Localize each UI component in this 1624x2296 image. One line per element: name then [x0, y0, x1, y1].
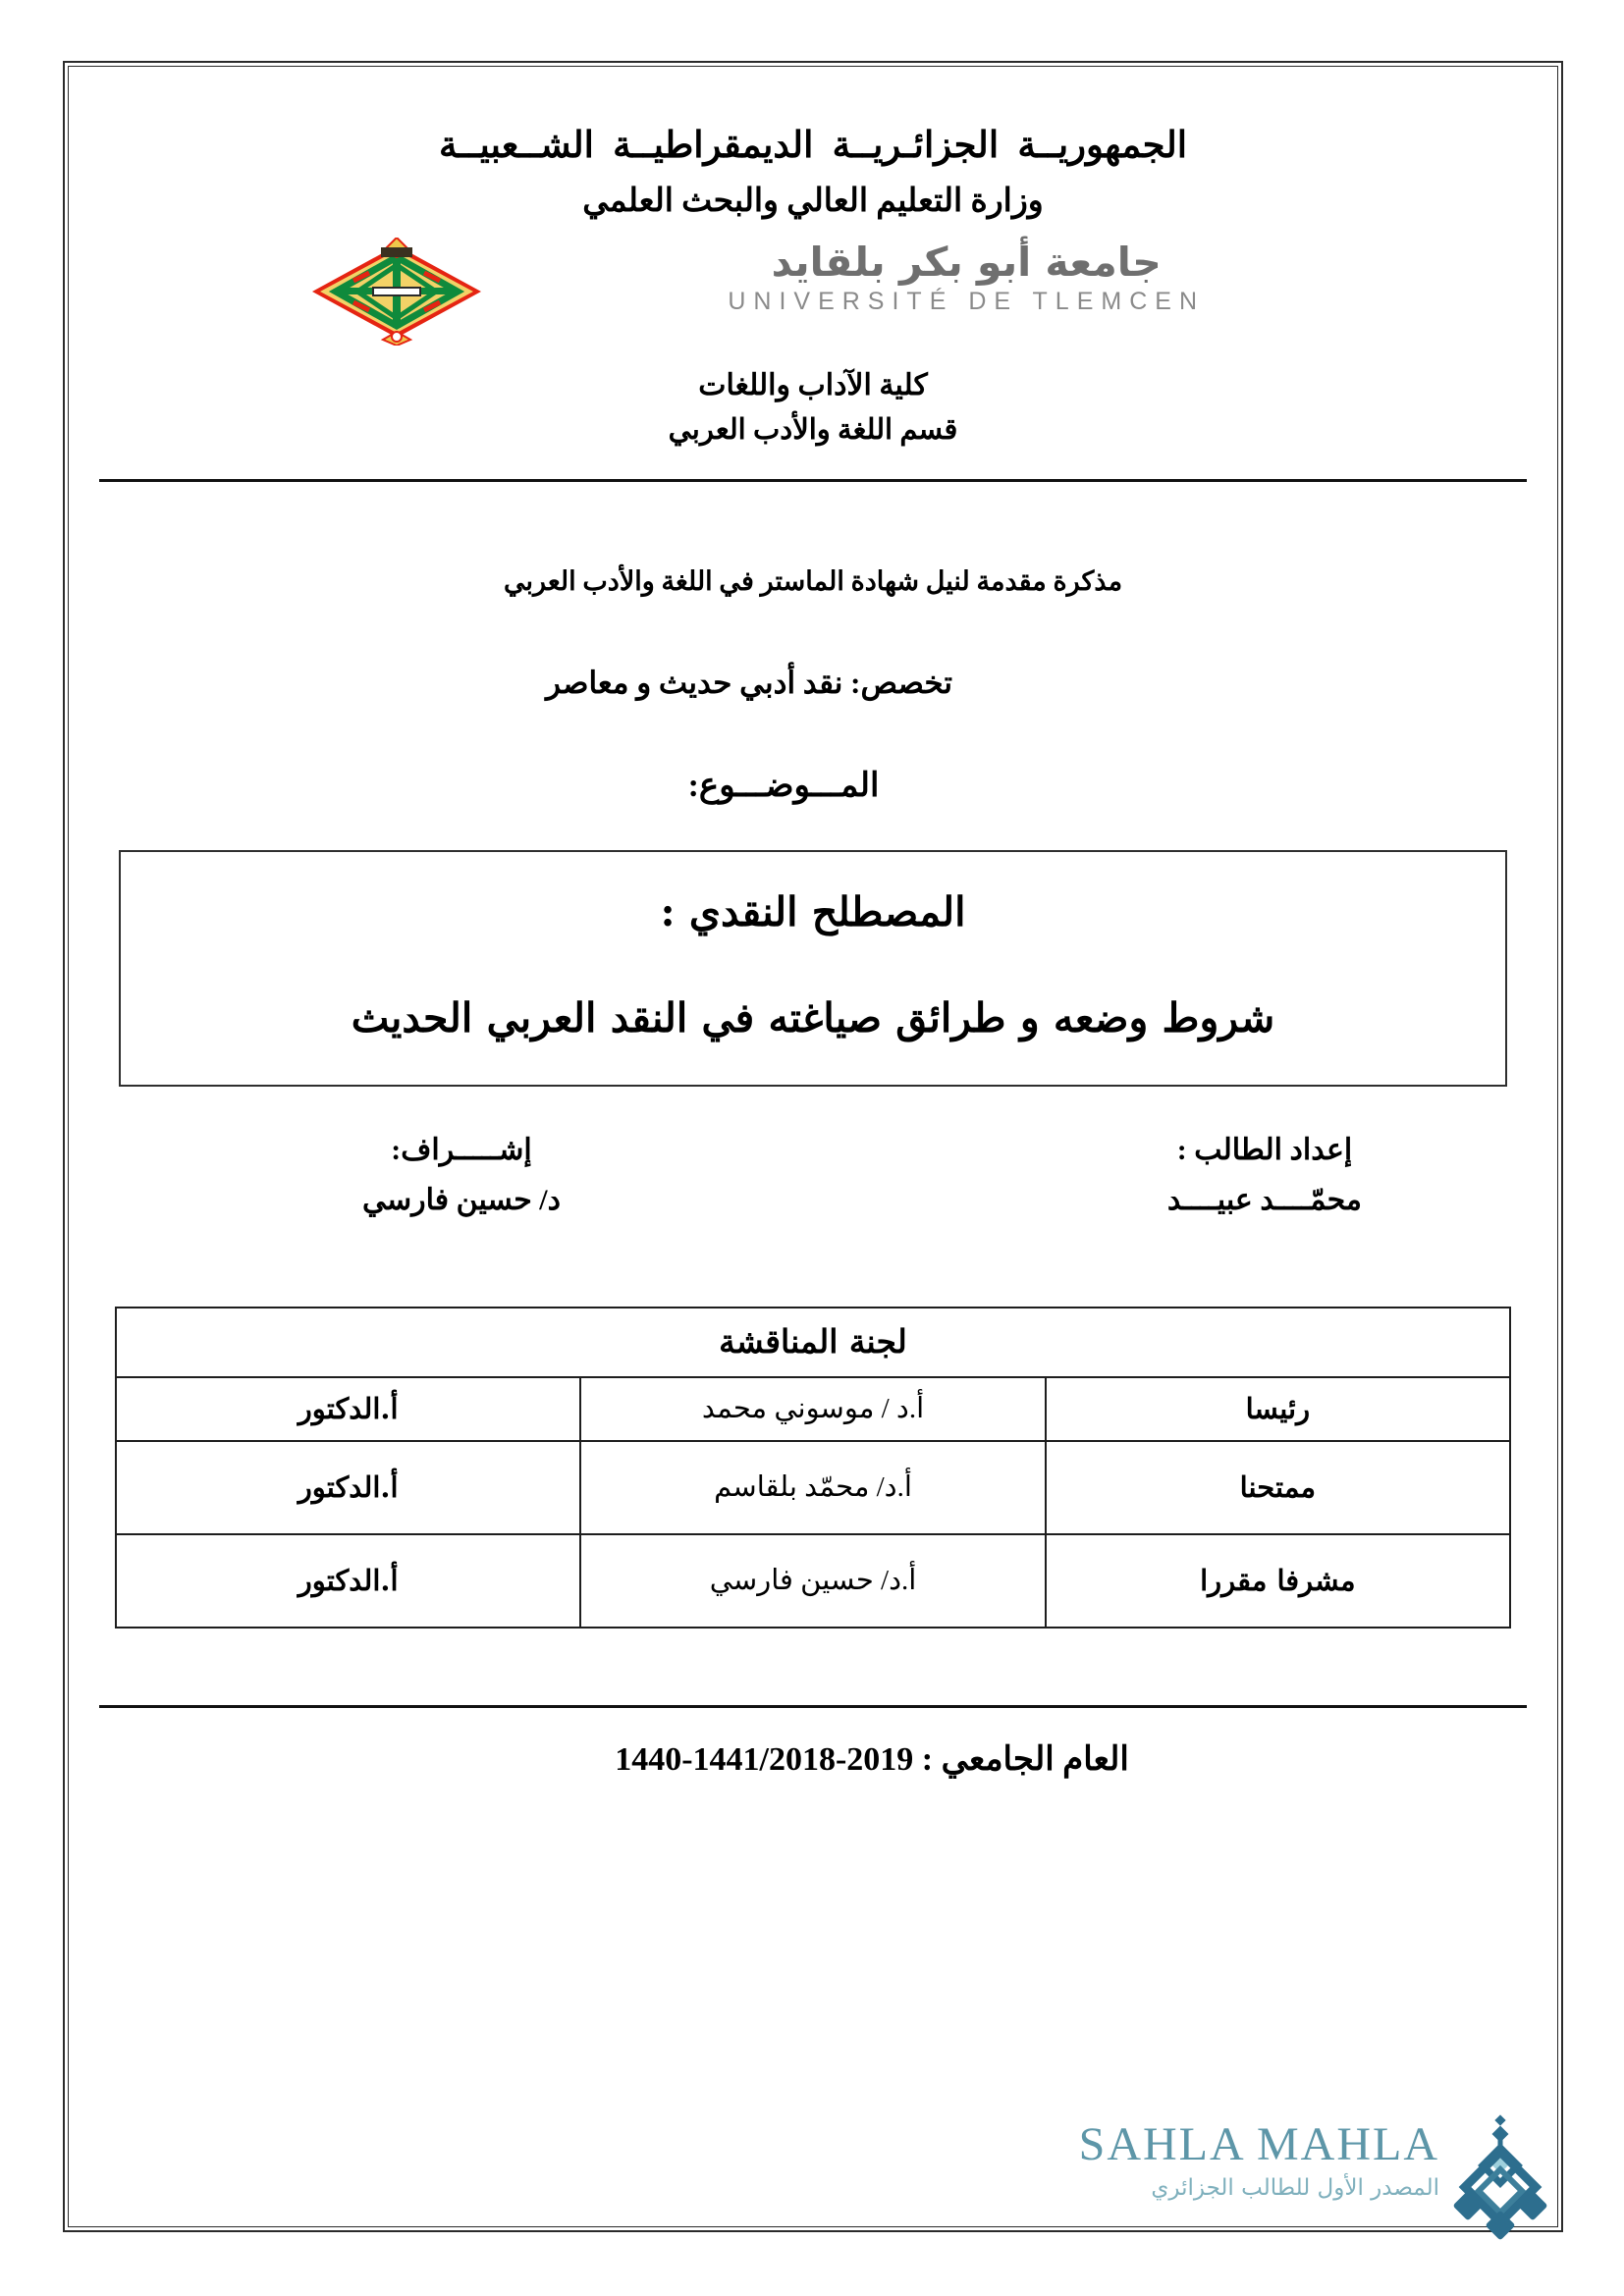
- university-wordmark: [728, 238, 1205, 316]
- footer-divider: [99, 1705, 1527, 1708]
- header-divider: [99, 479, 1527, 482]
- committee-title: أ.الدكتور: [116, 1534, 580, 1628]
- committee-role: رئيسا: [1046, 1377, 1510, 1441]
- thesis-title-main: المصطلح النقدي :: [660, 888, 966, 936]
- republic-heading: الجمهوريــة الجزائـريــة الديمقراطيــة الشــعبيــة: [438, 126, 1188, 166]
- academic-year-value: 1440-1441/2018-2019: [615, 1741, 914, 1779]
- ministry-heading: وزارة التعليم العالي والبحث العلمي: [582, 183, 1044, 219]
- watermark-tagline: المصدر الأول للطالب الجزائري: [1151, 2175, 1439, 2202]
- sahla-mahla-logo-icon: [1445, 2112, 1555, 2240]
- university-emblem-icon: [308, 238, 485, 346]
- committee-role: مشرفا مقررا: [1046, 1534, 1510, 1628]
- thesis-statement: مذكرة مقدمة لنيل شهادة الماستر في اللغة والأدب العربي: [503, 566, 1123, 597]
- supervisor-label: إشـــــراف:: [391, 1134, 532, 1167]
- faculty-heading: كلية الآداب واللغات: [698, 368, 928, 401]
- table-row: [116, 1534, 1510, 1628]
- student-label: إعداد الطالب :: [1176, 1134, 1353, 1167]
- supervisor-name: د/ حسين فارسي: [362, 1184, 562, 1217]
- committee-table: [115, 1307, 1511, 1629]
- university-name-arabic: جامعة أبو بكر بلقايد: [771, 238, 1162, 286]
- university-logo-row: [97, 238, 1529, 347]
- committee-title: أ.الدكتور: [116, 1441, 580, 1534]
- committee-name: أ.د/ حسين فارسي: [580, 1534, 1045, 1628]
- watermark-brand: SAHLA MAHLA: [1078, 2118, 1439, 2170]
- student-name: محمّــــد عبيــــد: [1166, 1184, 1362, 1217]
- academic-year-label: العام الجامعي :: [921, 1741, 1129, 1779]
- thesis-title-subtitle: شروط وضعه و طرائق صياغته في النقد العربي الحديث: [351, 993, 1275, 1041]
- committee-name: أ.د / موسوني محمد: [580, 1377, 1045, 1441]
- watermark-text: [1079, 2120, 1439, 2201]
- committee-title: أ.الدكتور: [116, 1377, 580, 1441]
- student-block: [1167, 1128, 1362, 1222]
- subject-label: المـــوضـــوع:: [687, 768, 880, 805]
- committee-role: ممتحنا: [1046, 1441, 1510, 1534]
- table-row: [116, 1377, 1510, 1441]
- committee-caption: لجنة المناقشة: [116, 1308, 1510, 1377]
- authors-row: [156, 1128, 1489, 1222]
- department-heading: قسم اللغة والأدب العربي: [668, 413, 958, 446]
- document-header: [97, 120, 1529, 482]
- thesis-title-box: [119, 850, 1507, 1087]
- page-content: [63, 61, 1563, 2232]
- table-caption-row: [116, 1308, 1510, 1377]
- watermark: [1045, 2112, 1555, 2260]
- academic-year: [97, 1739, 1529, 1779]
- committee-name: أ.د/ محمّد بلقاسم: [580, 1441, 1045, 1534]
- university-name-french: UNIVERSITÉ DE TLEMCEN: [728, 287, 1205, 315]
- table-row: [116, 1441, 1510, 1534]
- specialty-line: تخصص: نقد أدبي حديث و معاصر: [546, 666, 952, 701]
- supervisor-block: [362, 1128, 561, 1222]
